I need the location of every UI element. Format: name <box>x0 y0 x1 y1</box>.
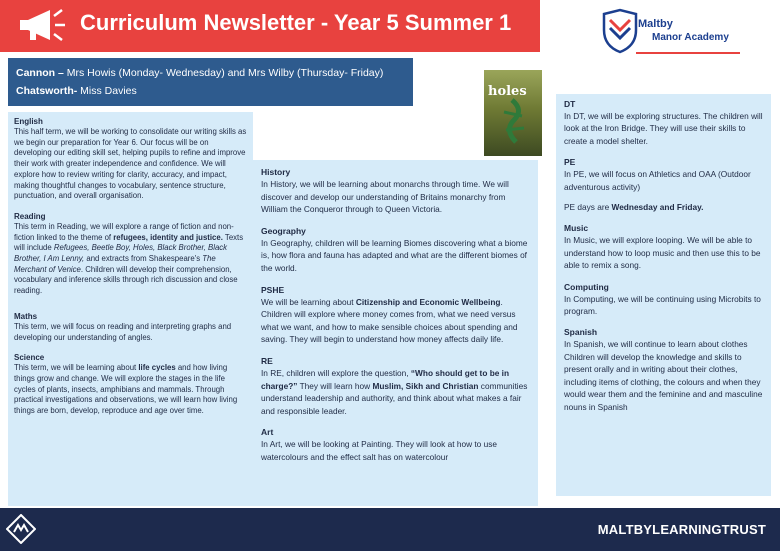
school-logo <box>600 8 750 60</box>
page-title: Curriculum Newsletter - Year 5 Summer 1 <box>80 10 512 35</box>
class-staff: Miss Davies <box>80 85 137 97</box>
class-staff: Mrs Howis (Monday- Wednesday) and Mrs Wilby (Thursday- Friday) <box>66 67 384 79</box>
crest-icon <box>600 8 640 54</box>
logo-name: Maltby <box>638 18 673 30</box>
section-heading-art: Art <box>261 427 274 438</box>
history-text: In History, we will be learning about monarchs through time. We will discover and develop our understanding of Britains monarchy from William the Conqueror through to Queen Victoria. <box>261 179 509 215</box>
class-cannon <box>16 64 405 82</box>
title-banner <box>0 0 540 52</box>
right-panel <box>556 94 771 496</box>
spanish-text: In Spanish, we will continue to learn about clothes Children will develop the knowledge and skills to present orally and in writing about their clothes, including items of clothing, the colours and when they would wear them and the feminine and and masculine nouns in Spanish <box>564 339 763 412</box>
trust-logo-icon <box>6 514 36 544</box>
section-heading-maths: Maths <box>14 311 38 321</box>
megaphone-icon <box>14 6 74 46</box>
geography-text: In Geography, children will be learning Biomes discovering what a biome is, how flora and fauna has adapted and what are the different biomes of the world. <box>261 237 528 273</box>
science-text: This term, we will be learning about life cycles and how living things grow and change. We will explore the stages in the life cycles of plants, insects, amphibians and mammals. Through practical investigations and observations, we will learn how living things are born, develop, reproduce and age over time. <box>14 363 238 416</box>
dt-text: In DT, we will be exploring structures. The children will look at the Iron Bridge. They will use their skills to create a model shelter. <box>564 111 763 146</box>
section-heading-english: English <box>14 117 43 126</box>
left-panel <box>8 112 253 506</box>
class-name: Cannon – <box>16 67 67 79</box>
class-chatsworth <box>16 82 405 100</box>
footer-bar <box>0 508 780 551</box>
teachers-box <box>8 58 413 106</box>
music-text: In Music, we will explore looping. We will be able to understand how to loop music and then use this to be able to remix a song. <box>564 235 761 271</box>
section-heading-computing: Computing <box>564 281 609 292</box>
section-heading-spanish: Spanish <box>564 327 598 338</box>
re-text: In RE, children will explore the question, “Who should get to be in charge?” They will learn how Muslim, Sikh and Christian communities understand leadership and authority, and think about what makes a fair and responsible leader. <box>261 367 528 416</box>
section-heading-history: History <box>261 167 291 177</box>
logo-underline <box>636 52 740 54</box>
section-heading-re: RE <box>261 355 273 366</box>
book-cover-image <box>484 70 542 156</box>
trust-name: MALTBYLEARNINGTRUST <box>597 522 766 537</box>
english-text: This half term, we will be working to consolidate our writing skills as we begin our preparation for Year 6. Our focus will be on developing our editing skill set, helping pupils to refine and improve their work with greater independence and confidence. We will explore how to review writing for clarity, accuracy, and impact, making thoughtful changes to vocabulary, sentence structure, punctuation, and overall organisation. <box>14 127 247 201</box>
pe-days-text: PE days are Wednesday and Friday. <box>564 202 704 213</box>
pshe-text: We will be learning about Citizenship and Economic Wellbeing. Children will explore where money comes from, what we need versus what we want, and how to make sensible choices about spending and saving. They will begin to understand how money affects daily life. <box>261 296 518 345</box>
section-heading-music: Music <box>564 223 589 234</box>
section-heading-dt: DT <box>564 99 576 109</box>
maths-text: This term, we will focus on reading and interpreting graphs and developing our understanding of angles. <box>14 321 232 342</box>
lizard-icon <box>484 70 542 156</box>
section-heading-pe: PE <box>564 157 576 168</box>
reading-text: This term in Reading, we will explore a range of fiction and non-fiction linked to the theme of refugees, identity and justice. Texts will include Refugees, Beetle Boy, Holes, Black Brother, Black Brother, I Am Lenny, and extracts from Shakespeare's The Merchant of Venice. Children will develop their comprehension, vocabulary and inference skills through rich discussion and close reading. <box>14 221 244 296</box>
computing-text: In Computing, we will be continuing using Microbits to program. <box>564 293 761 317</box>
middle-panel <box>253 160 538 506</box>
section-heading-reading: Reading <box>14 211 46 221</box>
section-heading-pshe: PSHE <box>261 284 285 295</box>
section-heading-geography: Geography <box>261 225 306 236</box>
pe-text: In PE, we will focus on Athletics and OAA (Outdoor adventurous activity) <box>564 169 751 192</box>
book-title: holes <box>488 84 527 99</box>
art-text: In Art, we will be looking at Painting. They will look at how to use watercolours and the effect salt has on watercolour <box>261 439 497 462</box>
logo-subname: Manor Academy <box>652 32 729 43</box>
class-name: Chatsworth- <box>16 85 81 97</box>
section-heading-science: Science <box>14 353 45 363</box>
